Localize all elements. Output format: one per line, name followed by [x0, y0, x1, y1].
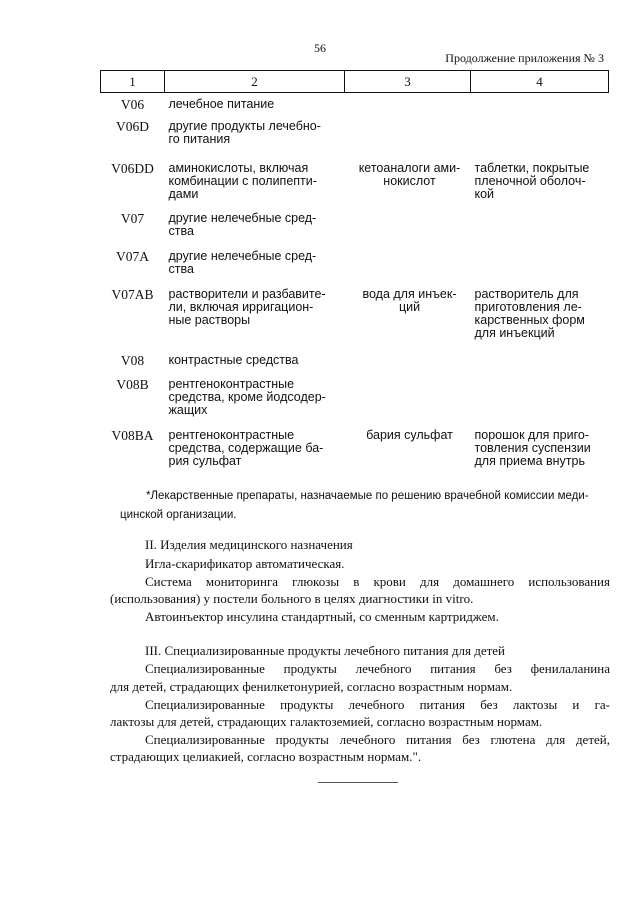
inn-cell [345, 247, 471, 285]
atc-group-cell: рентгеноконтрастные средства, кроме йодсодер- жащих [168, 377, 326, 417]
section-3-para-1: Специализированные продукты лечебного питания без фенилаланина [145, 661, 610, 676]
dosage-form-cell [471, 247, 609, 285]
atc-code-cell: V08B [116, 377, 149, 392]
atc-group-cell: другие нелечебные сред- ства [168, 249, 317, 276]
atc-group-cell: контрастные средства [168, 353, 299, 367]
atc-code-cell: V08BA [111, 428, 154, 443]
inn-cell [345, 93, 471, 118]
dosage-form-cell: растворитель для приготовления ле- карственных форм для инъекций [474, 287, 585, 340]
page-number: 56 [314, 41, 326, 55]
table-header-row [101, 71, 609, 93]
atc-code-cell: V07 [120, 211, 145, 226]
table-row [101, 375, 609, 426]
atc-code-cell: V06 [120, 97, 145, 112]
dosage-form-cell [471, 209, 609, 247]
section-2-item-lancet: Игла-скарификатор автоматическая. [145, 556, 345, 571]
table-row [101, 159, 609, 209]
inn-cell [345, 375, 471, 426]
inn-cell [345, 209, 471, 247]
section-2-title: II. Изделия медицинского назначения [145, 537, 353, 552]
section-2-item-glucose-monitor-cont: (использования) у постели больного в целях диагностики in vitro. [110, 591, 474, 606]
table-row [101, 351, 609, 375]
dosage-form-cell [471, 351, 609, 375]
dosage-form-cell [471, 375, 609, 426]
column-header-2: 2 [165, 71, 345, 93]
atc-code-cell: V07A [116, 249, 149, 264]
footnote: *Лекарственные препараты, назначаемые по решению врачебной комиссии меди-цинской организации. [120, 490, 589, 521]
section-3-title: III. Специализированные продукты лечебного питания для детей [145, 643, 505, 658]
inn-cell [345, 117, 471, 159]
table-row [101, 247, 609, 285]
end-divider [318, 782, 398, 783]
section-3-para-2: Специализированные продукты лечебного питания без лактозы и га- [145, 697, 610, 712]
atc-group-cell: аминокислоты, включая комбинации с полипепти- дами [168, 161, 317, 201]
dosage-form-cell: таблетки, покрытые пленочной оболоч- кой [474, 161, 590, 201]
atc-group-cell: лечебное питание [168, 97, 275, 111]
dosage-form-cell [471, 117, 609, 159]
dosage-form-cell [471, 93, 609, 118]
column-header-1: 1 [101, 71, 165, 93]
table-row [101, 117, 609, 159]
section-3-para-3: Специализированные продукты лечебного питания без глютена для детей, [145, 732, 610, 747]
atc-group-cell: растворители и разбавите- ли, включая ирригацион- ные растворы [168, 287, 326, 327]
atc-group-cell: другие продукты лечебно- го питания [168, 119, 321, 146]
appendix-continuation-note: Продолжение приложения № 3 [445, 51, 604, 65]
table-row [101, 93, 609, 118]
section-2-item-autoinjector: Автоинъектор инсулина стандартный, со сменным картриджем. [145, 609, 499, 624]
atc-code-cell: V06D [116, 119, 149, 134]
table-row [101, 209, 609, 247]
inn-cell: бария сульфат [366, 428, 453, 442]
drug-classification-table [100, 70, 609, 472]
inn-cell: кетоаналоги ами- нокислот [358, 161, 461, 188]
dosage-form-cell: порошок для приго- товления суспензии для приема внутрь [474, 428, 591, 468]
table-row [101, 285, 609, 351]
atc-code-cell: V07AB [111, 287, 154, 302]
section-3-para-2-cont: лактозы для детей, страдающих галактоземией, согласно возрастным нормам. [110, 714, 543, 729]
column-header-3: 3 [345, 71, 471, 93]
atc-group-cell: рентгеноконтрастные средства, содержащие ба- рия сульфат [168, 428, 324, 468]
atc-code-cell: V06DD [111, 161, 154, 176]
section-3-para-3-cont: страдающих целиакией, согласно возрастным нормам.". [110, 749, 422, 764]
section-2-item-glucose-monitor: Система мониторинга глюкозы в крови для домашнего использования [145, 574, 610, 589]
atc-code-cell: V08 [120, 353, 145, 368]
table-row [101, 426, 609, 472]
inn-cell: вода для инъек- ций [362, 287, 457, 314]
column-header-4: 4 [471, 71, 609, 93]
atc-group-cell: другие нелечебные сред- ства [168, 211, 317, 238]
section-3-para-1-cont: для детей, страдающих фенилкетонурией, согласно возрастным нормам. [110, 679, 513, 694]
inn-cell [345, 351, 471, 375]
